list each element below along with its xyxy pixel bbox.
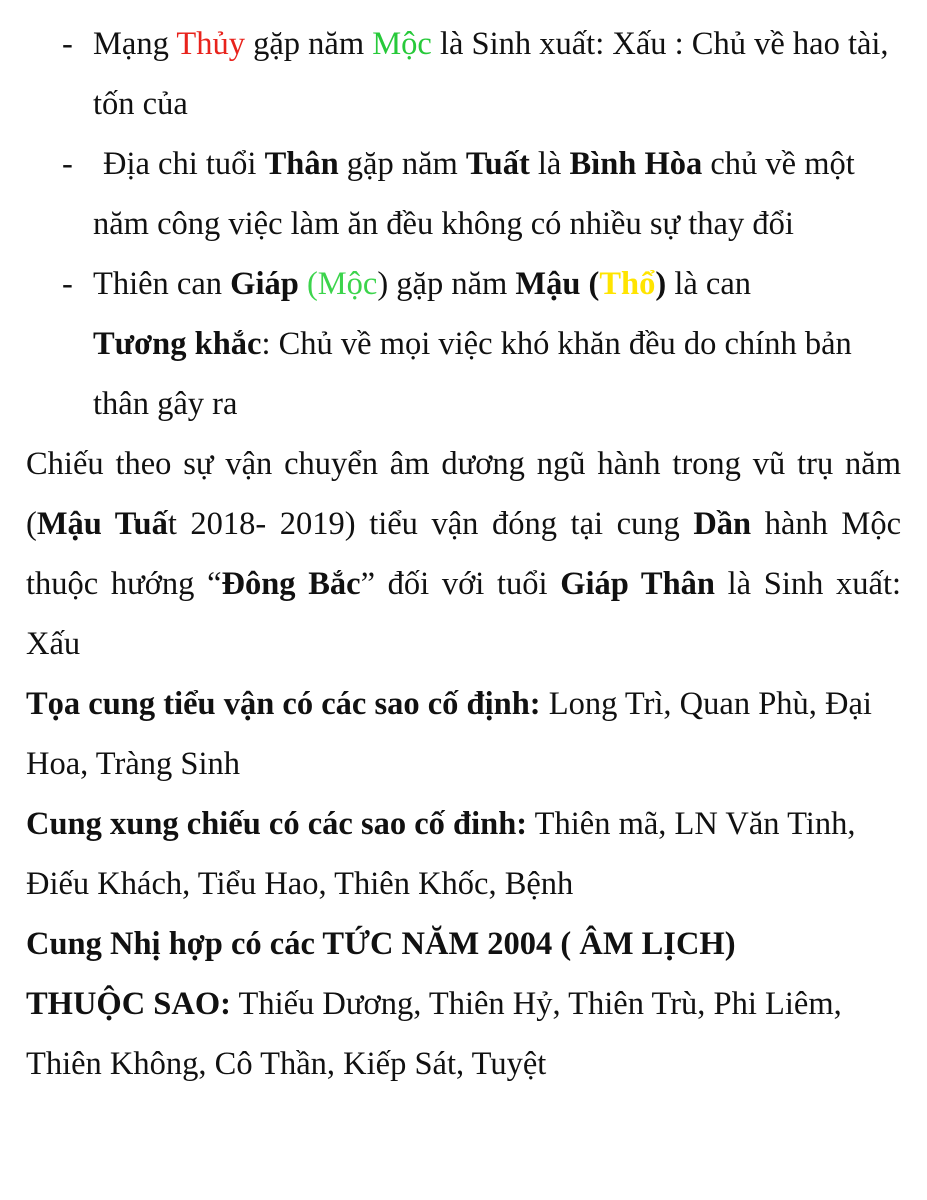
element-tho: Thổ	[599, 266, 656, 302]
text-run: ) gặp năm	[377, 266, 516, 302]
bold-mau-tuat: Mậu Tuấ	[36, 506, 168, 542]
bold-than: Thân	[264, 146, 339, 182]
text-run: t 2018- 2019) tiểu vận đóng tại cung	[167, 506, 694, 542]
paragraph-cung-nhi-hop	[0, 914, 927, 974]
bullet-dash: -	[62, 266, 73, 302]
text-run: hành Mộc thuộc hướng “	[26, 506, 901, 602]
bold-giap: Giáp	[230, 266, 299, 302]
document-page	[0, 14, 927, 1094]
paragraph-toa-cung	[0, 674, 927, 794]
bold-binh-hoa: Bình Hòa	[569, 146, 703, 182]
text-run: Thiên can	[93, 266, 231, 302]
text-run: Chiếu theo sự vận chuyển âm dương ngũ hành trong vũ trụ năm (	[26, 446, 901, 542]
text-run: chủ về một năm công việc làm ăn đều không có nhiều sự thay đổi	[93, 146, 855, 242]
element-moc: Mộc	[372, 26, 432, 62]
bold-giap-than: Giáp Thân	[560, 566, 715, 602]
text-run: Địa chi tuổi	[103, 146, 265, 182]
bullet-dash: -	[62, 146, 73, 182]
bold-dan: Dần	[693, 506, 752, 542]
bold-tuat: Tuất	[465, 146, 530, 182]
text-run: Thiếu Dương, Thiên Hỷ, Thiên Trù, Phi Liêm, Thiên Không, Cô Thần, Kiếp Sát, Tuyệt	[26, 986, 842, 1082]
bullet-thien-can	[0, 254, 927, 434]
bullet-dash: -	[62, 26, 73, 62]
heading-thuoc-sao: THUỘC SAO:	[26, 986, 231, 1022]
bullet-menh-thuy	[0, 14, 927, 134]
text-run: Thiên mã, LN Văn Tinh, Điếu Khách, Tiểu Hao, Thiên Khốc, Bệnh	[26, 806, 856, 902]
bold-dong-bac: Đông Bắc	[221, 566, 361, 602]
text-run: là Sinh xuất: Xấu : Chủ về hao tài, tốn của	[93, 26, 889, 122]
text-run: gặp năm	[244, 26, 373, 62]
paragraph-cung-xung-chieu	[0, 794, 927, 914]
heading-cung-xung-chieu: Cung xung chiếu có các sao cố đinh:	[26, 806, 528, 842]
text-run: gặp năm	[338, 146, 466, 182]
text-run: ” đối với tuổi	[360, 566, 561, 602]
heading-toa-cung: Tọa cung tiểu vận có các sao cố định:	[26, 686, 541, 722]
bold-tuong-khac: Tương khắc	[93, 326, 262, 362]
element-moc: (Mộc	[306, 266, 378, 302]
text-run: Long Trì, Quan Phù, Đại Hoa, Tràng Sinh	[26, 686, 872, 782]
text-run: Mạng	[93, 26, 177, 62]
bold-mau: Mậu (	[515, 266, 600, 302]
paragraph-thuoc-sao	[0, 974, 927, 1094]
bullet-dia-chi	[0, 134, 927, 254]
text-run	[299, 266, 307, 302]
heading-cung-nhi-hop: Cung Nhị hợp có các TỨC NĂM 2004 ( ÂM LỊCH)	[26, 926, 736, 962]
text-run: là Sinh xuất: Xấu	[26, 566, 902, 662]
element-thuy: Thủy	[176, 26, 245, 62]
text-run: : Chủ về mọi việc khó khăn đều do chính bản thân gây ra	[93, 326, 852, 422]
bold-paren: )	[655, 266, 667, 302]
paragraph-chieu-theo	[0, 434, 927, 674]
text-run: là can	[666, 266, 752, 302]
text-run: là	[529, 146, 570, 182]
